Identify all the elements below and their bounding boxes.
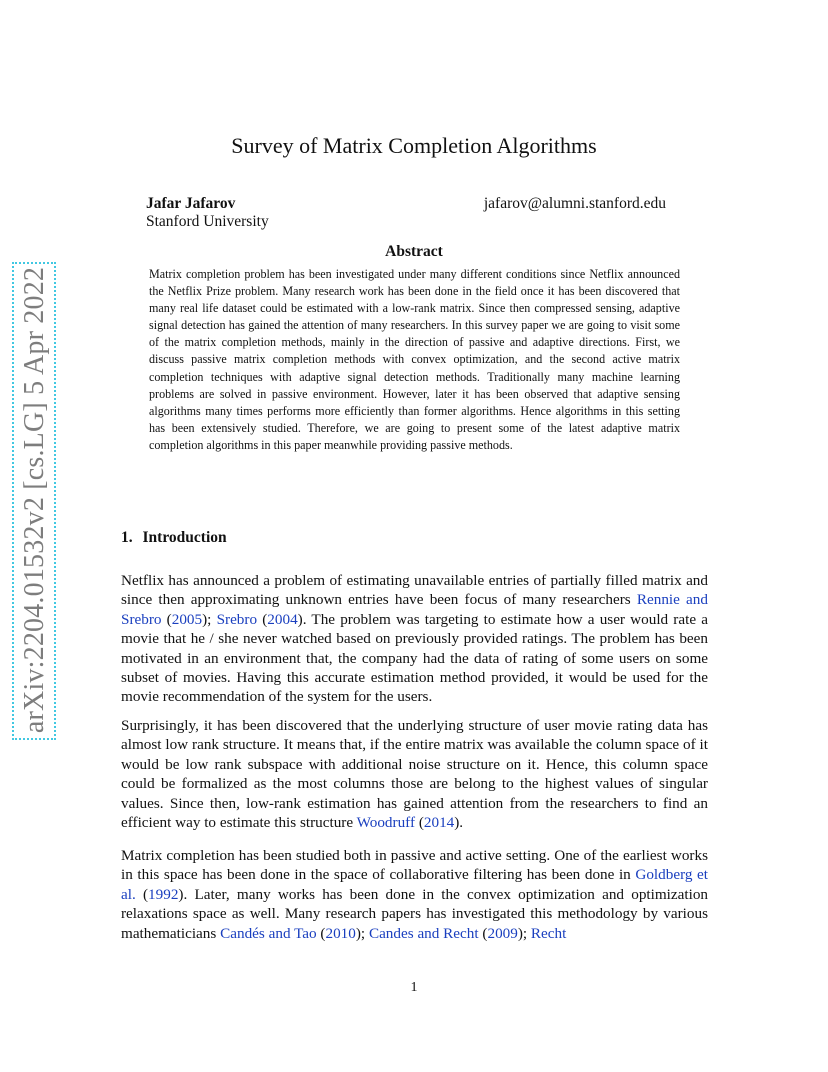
citation-year-link[interactable]: 2009 <box>487 924 518 942</box>
intro-paragraph-2 <box>121 716 708 832</box>
citation-link[interactable]: Candes and Recht <box>368 924 479 942</box>
author-affiliation: Stanford University <box>146 213 269 230</box>
citation-link[interactable]: Goldberg et al. <box>121 866 708 903</box>
citation-link[interactable]: Recht <box>530 924 567 942</box>
citation-year-link[interactable]: 2005 <box>171 610 203 628</box>
author-email: jafarov@alumni.stanford.edu <box>483 195 666 212</box>
citation-link[interactable]: Woodruff <box>356 814 416 832</box>
page-number: 1 <box>410 980 418 995</box>
paragraph-text: ( <box>257 610 268 628</box>
paragraph-text: ( <box>316 924 326 942</box>
paragraph-text: ( <box>161 610 172 628</box>
paragraph-text: ); <box>355 924 369 942</box>
section-title: Introduction <box>142 529 227 546</box>
paragraph-text: Matrix completion has been studied both in passive and active setting. One of the earliest works in this space has been done in the space of collaborative filtering has been done in <box>121 847 708 884</box>
paragraph-text: ). The problem was targeting to estimate how a user would rate a movie that he / she never watched based on previously provided ratings. The problem has been motivated in an environment that, the company had the data of rating of some users on some subset of movies. Having this accurate estimation method provided, it would be used for the movie recommendation of the system for the users. <box>121 610 708 706</box>
arxiv-identifier[interactable]: arXiv:2204.01532v2 [cs.LG] 5 Apr 2022 <box>19 266 50 734</box>
citation-link[interactable]: Candés and Tao <box>220 924 317 942</box>
abstract-heading: Abstract <box>385 243 443 260</box>
paragraph-text: ( <box>415 814 424 832</box>
paragraph-text: ( <box>478 924 488 942</box>
citation-year-link[interactable]: 2004 <box>267 610 298 628</box>
paragraph-text: ( <box>135 885 149 903</box>
citation-year-link[interactable]: 1992 <box>148 885 179 903</box>
intro-paragraph-3 <box>121 846 708 943</box>
paragraph-text: ). <box>454 814 464 832</box>
paragraph-text: ). Later, many works has been done in the convex optimization and optimization relaxations space as well. Many research papers has investigated this methodology by various mathematicians <box>121 885 709 942</box>
citation-year-link[interactable]: 2010 <box>325 924 356 942</box>
citation-link[interactable]: Srebro <box>216 610 258 628</box>
paragraph-text: ); <box>202 610 217 628</box>
paragraph-text: Surprisingly, it has been discovered that the underlying structure of user movie rating data has almost low rank structure. It means that, if the entire matrix was available the column space of it would be low rank subspace with additional noise structure on it. Hence, this column space could be formalized as the most columns those are belong to the highest values of singular values. Since then, low-rank estimation has gained attention from the researchers to find an efficient way to estimate this structure <box>121 717 708 832</box>
paragraph-text: ); <box>517 924 531 942</box>
citation-year-link[interactable]: 2014 <box>423 814 455 832</box>
intro-paragraph-1 <box>121 571 708 707</box>
author-name: Jafar Jafarov <box>146 195 236 212</box>
paper-title: Survey of Matrix Completion Algorithms <box>231 132 597 158</box>
citation-link[interactable]: Rennie and Srebro <box>121 591 708 628</box>
paragraph-text: Netflix has announced a problem of estimating unavailable entries of partially filled matrix and since then approximating unknown entries have been focus of many researchers <box>121 572 708 609</box>
abstract-text: Matrix completion problem has been investigated under many different conditions since Netflix announced the Netflix Prize problem. Many research work has been done in the field once it has been discovered that many real life dataset could be estimated with a low-rank matrix. Since then compressed sensing, adaptive signal detection has gained the attention of many researchers. In this survey paper we are going to visit some of the matrix completion methods, mainly in the direction of passive and adaptive directions. First, we discuss passive matrix completion methods with convex optimization, and the second active matrix completion techniques with adaptive signal detection methods. Traditionally many machine learning problems are solved in passive environment. However, later it has been observed that adaptive sensing algorithms many times performs more efficiently than former algorithms. Hence algorithms in this setting has been extensively studied. Therefore, we are going to present some of the latest adaptive matrix completion algorithms in this paper meanwhile providing passive methods. <box>149 267 680 452</box>
section-heading <box>121 529 227 547</box>
section-number: 1. <box>121 529 133 546</box>
